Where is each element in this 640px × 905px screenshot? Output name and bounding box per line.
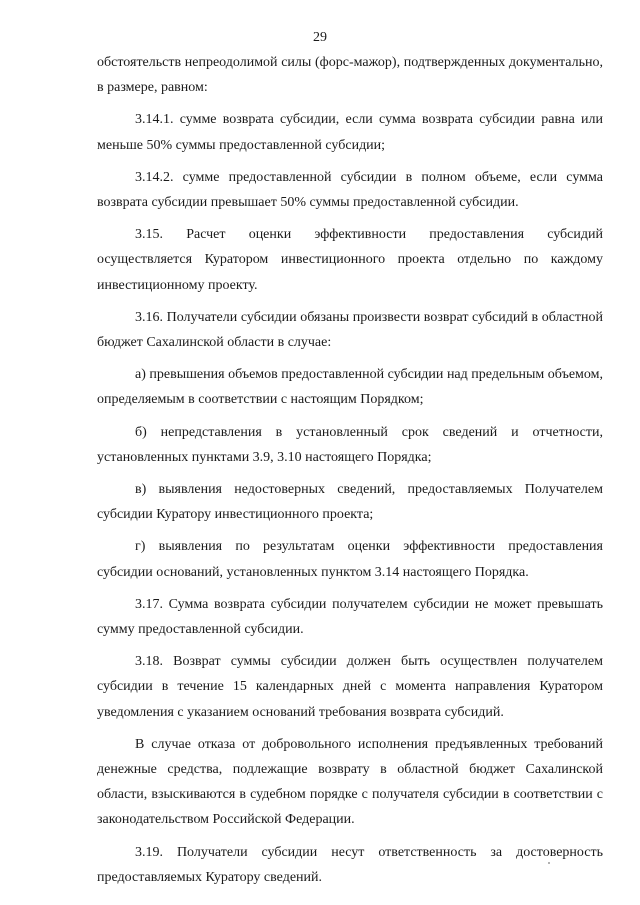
scan-speck [548,862,550,864]
paragraph-3-14-2: 3.14.2. сумме предоставленной субсидии в полном объеме, если сумма возврата субсидии превышает 50% суммы предоставленной субсидии. [97,169,603,211]
list-item-a: а) превышения объемов предоставленной субсидии над предельным объемом, определяемым в соответствии с настоящим Порядком; [97,367,603,408]
document-body [97,50,603,897]
list-item-b: б) непредставления в установленный срок сведений и отчетности, установленных пунктами 3.9, 3.10 настоящего Порядка; [97,424,603,465]
paragraph-3-19: 3.19. Получатели субсидии несут ответственность за достоверность предоставляемых Куратору сведений. [97,844,603,885]
paragraph-3-18: 3.18. Возврат суммы субсидии должен быть осуществлен получателем субсидии в течение 15 календарных дней с момента направления Куратором уведомления с указанием оснований требования возврата субсидий. [97,654,603,720]
paragraph-continuation: обстоятельств непреодолимой силы (форс-мажор), подтвержденных документально, в размере, равном: [97,55,603,96]
paragraph-3-17: 3.17. Сумма возврата субсидии получателем субсидии не может превышать сумму предоставленной субсидии. [97,596,603,638]
paragraph-3-14-1: 3.14.1. сумме возврата субсидии, если сумма возврата субсидии равна или меньше 50% суммы предоставленной субсидии; [97,112,603,153]
paragraph-refusal-case: В случае отказа от добровольного исполнения предъявленных требований денежные средства, подлежащие возврату в областной бюджет Сахалинской области, взыскиваются в судебном порядке с получателя субсидии в соответствии с законодательством Российской Федерации. [97,736,603,828]
paragraph-3-16: 3.16. Получатели субсидии обязаны произвести возврат субсидий в областной бюджет Сахалинской области в случае: [97,309,603,351]
list-item-g: г) выявления по результатам оценки эффективности предоставления субсидии оснований, установленных пунктом 3.14 настоящего Порядка. [97,539,603,580]
list-item-v: в) выявления недостоверных сведений, предоставляемых Получателем субсидии Куратору инвестиционного проекта; [97,482,603,523]
page-number: 29 [313,30,327,45]
paragraph-3-15: 3.15. Расчет оценки эффективности предоставления субсидий осуществляется Куратором инвестиционного проекта отдельно по каждому инвестиционному проекту. [97,227,603,293]
